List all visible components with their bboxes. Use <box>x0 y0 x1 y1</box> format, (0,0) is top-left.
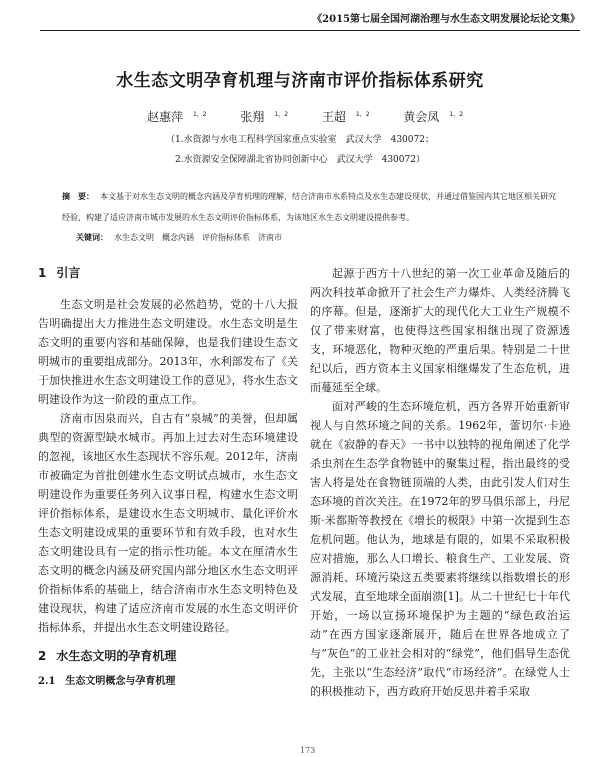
abstract-label: 摘 要： <box>62 191 94 201</box>
author <box>230 110 288 124</box>
paragraph: 起源于西方十八世纪的第一次工业革命及随后的两次科技革命掀开了社会生产力爆炸、人类经济腾飞的序幕。但是，逐渐扩大的现代化大工业生产规模不仅了带来财富，也使得这些国家相继出现了资源透支，环境恶化，物种灭绝的严重后果。特别是二十世纪以后，西方资本主义国家相继爆发了生态危机，进而蔓延至全球。 <box>310 267 570 394</box>
author-affil-mark: 1，2 <box>274 111 289 118</box>
author-name: 赵惠萍 <box>146 110 183 124</box>
author-name: 张翔 <box>240 110 265 124</box>
paper-title: 水生态文明孕育机理与济南市评价指标体系研究 <box>116 71 484 91</box>
section-heading-intro: 1 引言 <box>38 266 81 280</box>
author-affil-mark: 1，2 <box>449 111 464 118</box>
keywords <box>76 232 282 243</box>
author-name: 王超 <box>321 110 346 124</box>
author <box>137 110 207 124</box>
right-column <box>310 264 570 701</box>
author-list <box>0 108 600 125</box>
left-column <box>38 264 298 691</box>
abstract-text: 本文基于对水生态文明的概念内涵及孕育机理的理解，结合济南市水系特点及水生态建设现状，并通过借鉴国内其它地区相关研究经验，构建了适应济南市城市发展的水生态文明评价指标体系，为该地区水生态文明建设提供参考。 <box>62 192 556 222</box>
author-affil-mark: 1，2 <box>192 111 207 118</box>
affiliation-line: 2.水资源安全保障湖北省协同创新中心 武汉大学 430072） <box>175 155 425 165</box>
header-rule <box>40 30 580 31</box>
keywords-label: 关键词： <box>76 232 108 242</box>
affiliation-line: （1.水资源与水电工程科学国家重点实验室 武汉大学 430072； <box>166 135 434 145</box>
subsection-heading-2-1: 2.1 生态文明概念与孕育机理 <box>38 676 176 687</box>
paragraph: 济南市因泉而兴，自古有“泉城”的美誉，但却属典型的资源型缺水城市。再加上过去对生态环境建设的忽视，该地区水生态现状不容乐观。2012年，济南市被确定为首批创建水生态文明试点城市，水生态文明建设作为重要任务列入议事日程，构建水生态文明评价指标体系，是建设水生态文明城市、量化评价水生态文明建设成果的重要环节和有效手段，也对水生态文明建设具有一定的指示性功能。本文在厘清水生态文明的概念内涵及研究国内部分地区水生态文明评价指标体系的基础上，结合济南市水生态文明特色及建设现状，构建了适应济南市发展的水生态文明评价指标体系，并提出水生态文明建设路径。 <box>38 412 298 634</box>
author-name: 黄会凤 <box>403 110 440 124</box>
author-affil-mark: 1，2 <box>355 111 370 118</box>
section-heading-2: 2 水生态文明的孕育机理 <box>38 649 177 663</box>
running-head: 《2015第七届全国河湖治理与水生态文明发展论坛论文集》 <box>312 14 580 25</box>
paragraph: 面对严峻的生态环境危机，西方各界开始重新审视人与自然环境之间的关系。1962年，蕾切尔·卡逊就在《寂静的春天》一书中以独特的视角阐述了化学杀虫剂在生态学食物链中的聚集过程，指出最终的受害人将是处在食物链顶端的人类，由此引发人们对生态环境的首次关注。在1972年的罗马俱乐部上，丹尼斯·米都斯等教授在《增长的极限》中第一次提到生态危机问题。他认为，地球是有限的，如果不采取积极应对措施，那么人口增长、粮食生产、工业发展、资源消耗、环境污染这五类要素将继续以指数增长的形式发展，直至地球全面崩溃[1]。从二十世纪七十年代开始，一场以宣扬环境保护为主题的“绿色政治运动”在西方国家逐渐展开，随后在世界各地成立了与“灰色”的工业社会相对的“绿党”，他们倡导生态优先，主张以“生态经济”取代“市场经济”。在绿党人士的积极推动下，西方政府开始反思并着手采取 <box>310 400 570 698</box>
author <box>393 110 463 124</box>
page-number: 173 <box>300 746 316 755</box>
author <box>312 110 370 124</box>
abstract <box>62 186 560 228</box>
paragraph: 生态文明是社会发展的必然趋势，党的十八大报告明确提出大力推进生态文明建设。水生态文明是生态文明的重要内容和基础保障，也是我们建设生态文明城市的重要组成部分。2013年，水利部发布了《关于加快推进水生态文明建设工作的意见》，将水生态文明建设作为这一阶段的重点工作。 <box>38 298 298 406</box>
keywords-text: 水生态文明 概念内涵 评价指标体系 济南市 <box>114 233 282 242</box>
